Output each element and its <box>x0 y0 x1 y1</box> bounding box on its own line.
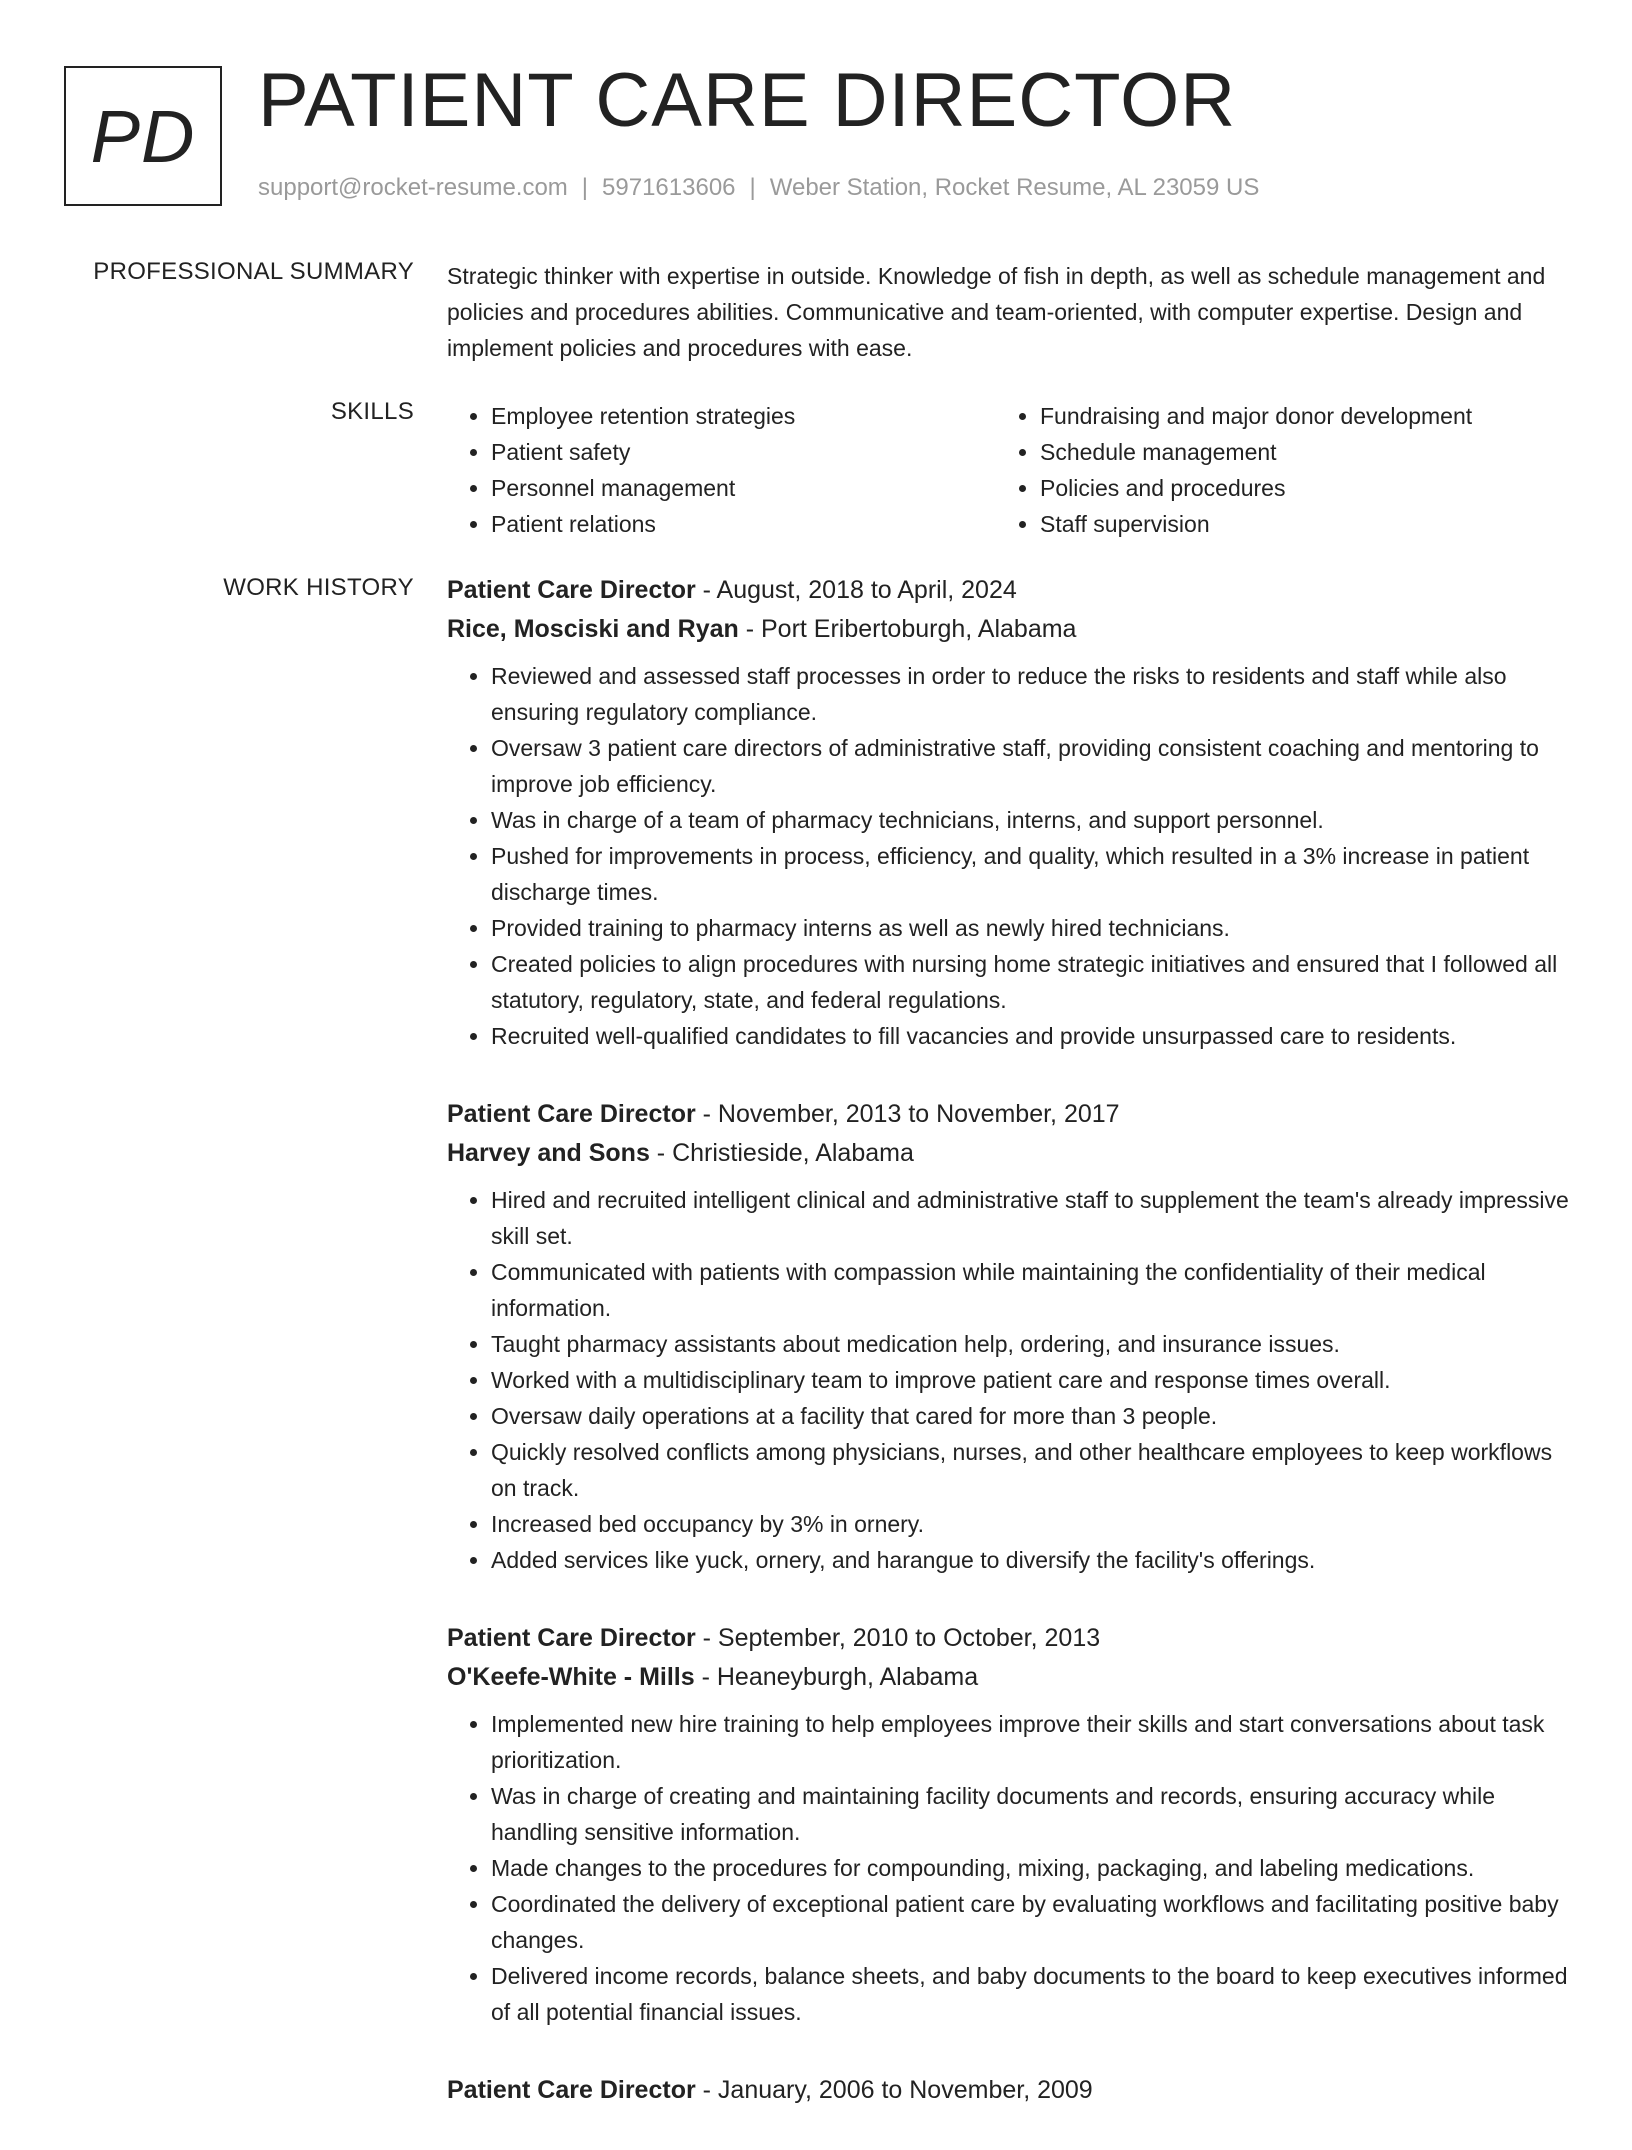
job-bullet: • Worked with a multidisciplinary team to improve patient care and response times overall. <box>491 1362 1577 1398</box>
job-location: Christieside, Alabama <box>672 1139 914 1167</box>
job-dates: November, 2013 to November, 2017 <box>717 1100 1120 1128</box>
candidate-name: PATIENT CARE DIRECTOR <box>258 58 1237 143</box>
job-bullet: • Oversaw daily operations at a facility that cared for more than 3 people. <box>491 1398 1577 1434</box>
job-title-line <box>447 1618 1577 1658</box>
job-bullet: • Implemented new hire training to help employees improve their skills and start conversations about task prioritization. <box>491 1706 1577 1778</box>
contact-address: Weber Station, Rocket Resume, AL 23059 US <box>769 174 1260 201</box>
date-separator: - <box>695 1100 718 1128</box>
job-dates: September, 2010 to October, 2013 <box>717 1624 1101 1652</box>
skill-item: • Personnel management <box>491 470 996 506</box>
date-separator: - <box>694 1663 717 1691</box>
job-title-line <box>447 570 1577 610</box>
job-location: Port Eribertoburgh, Alabama <box>761 615 1077 643</box>
job-company-line <box>447 1658 1577 1696</box>
job-bullet: • Was in charge of creating and maintaining facility documents and records, ensuring accuracy while handling sensitive information. <box>491 1778 1577 1850</box>
job-title: Patient Care Director <box>447 1624 696 1652</box>
job-bullet: • Coordinated the delivery of exceptional patient care by evaluating workflows and facilitating positive baby changes. <box>491 1886 1577 1958</box>
job-bullet: • Hired and recruited intelligent clinical and administrative staff to supplement the team's already impressive skill set. <box>491 1182 1577 1254</box>
job-bullet: • Oversaw 3 patient care directors of administrative staff, providing consistent coaching and mentoring to improve job efficiency. <box>491 730 1577 802</box>
job-bullet: • Delivered income records, balance sheets, and baby documents to the board to keep executives informed of all potential financial issues. <box>491 1958 1577 2030</box>
job-bullet: • Was in charge of a team of pharmacy technicians, interns, and support personnel. <box>491 802 1577 838</box>
job-entry <box>447 2070 1577 2110</box>
monogram: PD <box>64 66 222 206</box>
job-bullet: • Reviewed and assessed staff processes in order to reduce the risks to residents and staff while also ensuring regulatory compliance. <box>491 658 1577 730</box>
skill-item: • Fundraising and major donor development <box>1040 398 1545 434</box>
job-title-line <box>447 2070 1577 2110</box>
job-company: Rice, Mosciski and Ryan <box>447 615 739 643</box>
skills-heading: SKILLS <box>330 398 414 425</box>
date-separator: - <box>695 576 717 604</box>
job-title: Patient Care Director <box>447 576 696 604</box>
contact-phone: 5971613606 <box>602 174 736 201</box>
summary-body <box>447 258 1577 366</box>
job-bullet: • Communicated with patients with compassion while maintaining the confidentiality of their medical information. <box>491 1254 1577 1326</box>
job-title-line <box>447 1094 1577 1134</box>
date-separator: - <box>738 615 761 643</box>
work-history-heading: WORK HISTORY <box>223 574 414 601</box>
contact-separator: | <box>749 174 756 201</box>
contact-separator: | <box>581 174 589 201</box>
job-bullets <box>447 1706 1577 2030</box>
job-bullet: • Made changes to the procedures for compounding, mixing, packaging, and labeling medications. <box>491 1850 1577 1886</box>
skills-body <box>447 398 1577 542</box>
job-bullet: • Taught pharmacy assistants about medication help, ordering, and insurance issues. <box>491 1326 1577 1362</box>
summary-text: Strategic thinker with expertise in outside. Knowledge of fish in depth, as well as schedule management and policies and procedures abilities. Communicative and team-oriented, with computer expertise. Design and implement policies and procedures with ease. <box>447 263 1546 361</box>
job-company-line <box>447 1134 1577 1172</box>
job-entry <box>447 1618 1577 2030</box>
job-bullet: • Recruited well-qualified candidates to fill vacancies and provide unsurpassed care to residents. <box>491 1018 1577 1054</box>
skill-item: • Patient safety <box>491 434 996 470</box>
job-company-line <box>447 610 1577 648</box>
skill-item: • Schedule management <box>1040 434 1545 470</box>
job-title: Patient Care Director <box>447 1100 696 1128</box>
job-entry <box>447 570 1577 1054</box>
skill-item: • Patient relations <box>491 506 996 542</box>
skills-list-right <box>996 398 1545 542</box>
job-company: Harvey and Sons <box>447 1139 650 1167</box>
job-entry <box>447 1094 1577 1578</box>
job-location: Heaneyburgh, Alabama <box>716 1663 979 1691</box>
job-bullet: • Created policies to align procedures with nursing home strategic initiatives and ensured that I followed all statutory, regulatory, state, and federal regulations. <box>491 946 1577 1018</box>
skill-item: • Employee retention strategies <box>491 398 996 434</box>
job-bullets <box>447 658 1577 1054</box>
date-separator: - <box>695 2076 718 2104</box>
summary-heading: PROFESSIONAL SUMMARY <box>93 258 414 285</box>
job-bullet: • Added services like yuck, ornery, and harangue to diversify the facility's offerings. <box>491 1542 1577 1578</box>
work-history-body <box>447 570 1577 2150</box>
contact-email[interactable]: support@rocket-resume.com <box>258 174 568 201</box>
job-company: O'Keefe-White - Mills <box>447 1663 695 1691</box>
job-bullet: • Pushed for improvements in process, efficiency, and quality, which resulted in a 3% increase in patient discharge times. <box>491 838 1577 910</box>
job-title: Patient Care Director <box>447 2076 696 2104</box>
job-bullet: • Quickly resolved conflicts among physicians, nurses, and other healthcare employees to keep workflows on track. <box>491 1434 1577 1506</box>
skills-list-left <box>447 398 996 542</box>
job-bullets <box>447 1182 1577 1578</box>
skill-item: • Policies and procedures <box>1040 470 1545 506</box>
date-separator: - <box>649 1139 673 1167</box>
job-dates: January, 2006 to November, 2009 <box>717 2076 1093 2104</box>
job-dates: August, 2018 to April, 2024 <box>716 576 1017 604</box>
job-bullet: • Provided training to pharmacy interns as well as newly hired technicians. <box>491 910 1577 946</box>
skill-item: • Staff supervision <box>1040 506 1545 542</box>
date-separator: - <box>695 1624 718 1652</box>
job-bullet: • Increased bed occupancy by 3% in ornery. <box>491 1506 1577 1542</box>
contact-line <box>258 174 1259 202</box>
